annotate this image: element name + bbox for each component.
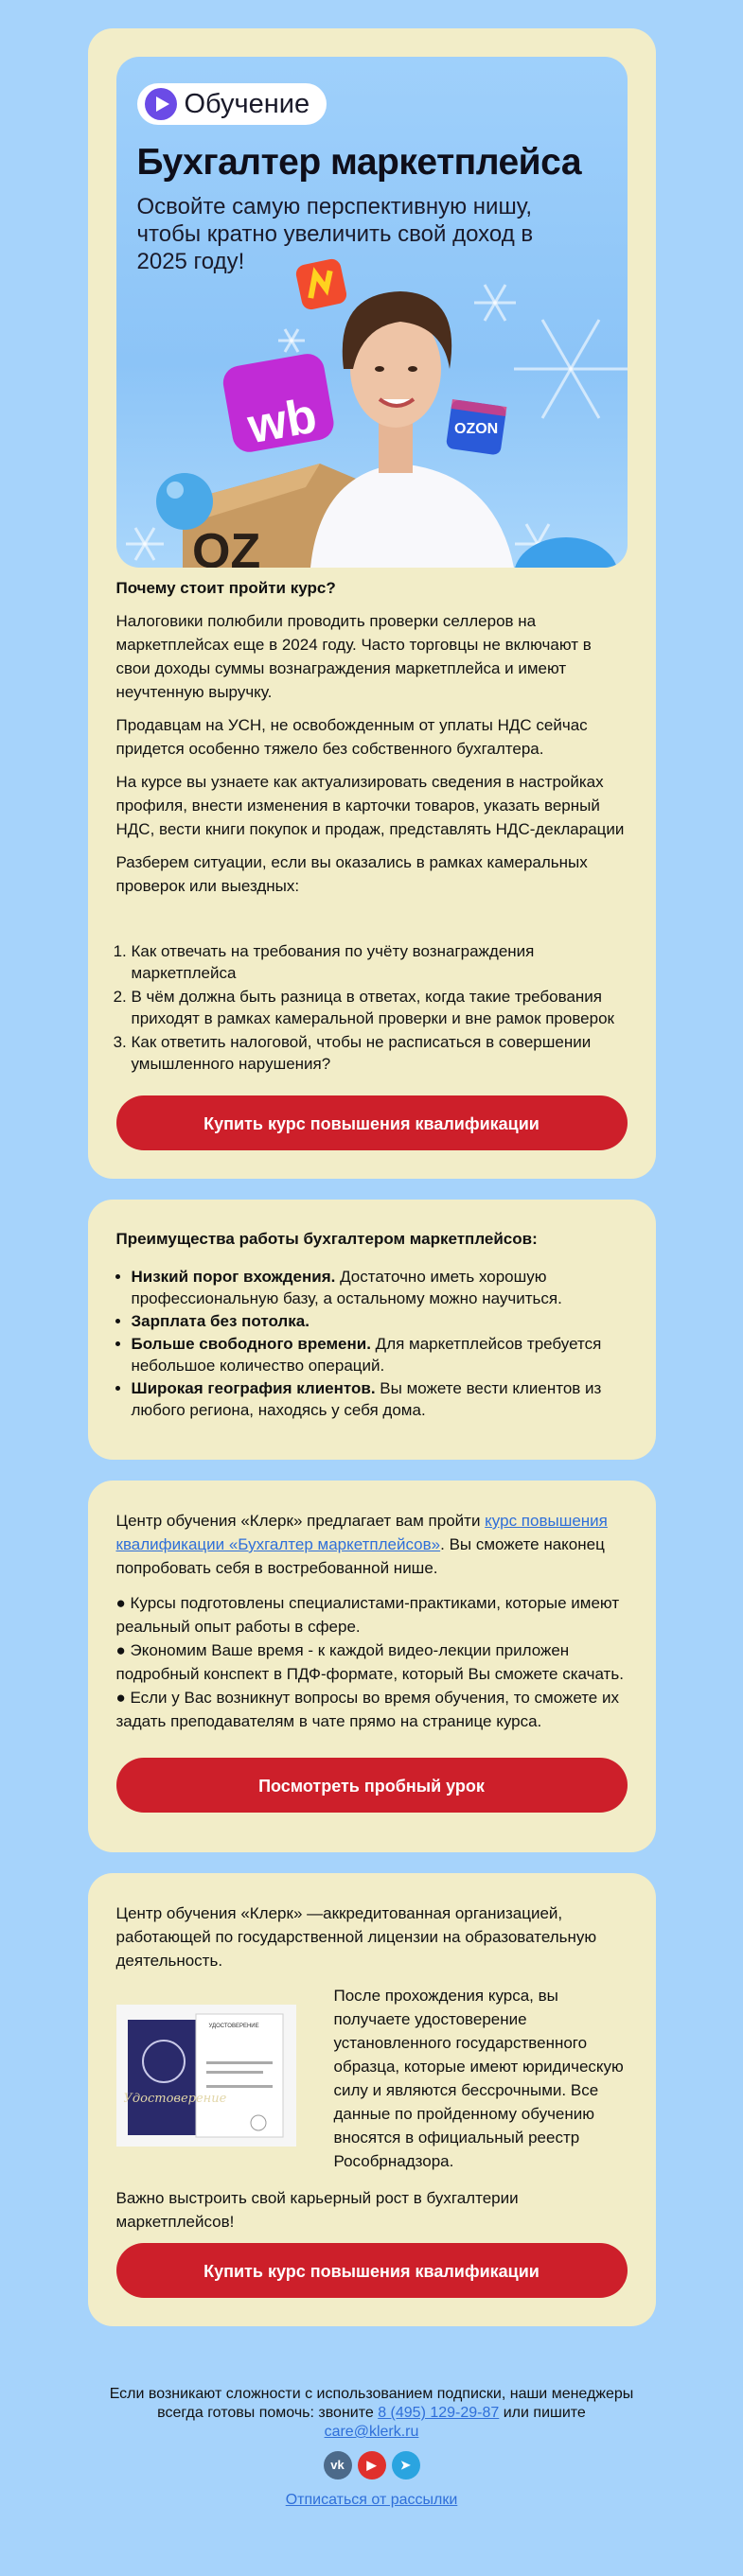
telegram-icon[interactable]: ➤	[392, 2451, 420, 2480]
benefits-heading: Преимущества работы бухгалтером маркетплейсов:	[115, 1230, 538, 1248]
hero-title: Бухгалтер маркетплейса	[136, 142, 582, 183]
social-links	[88, 2451, 656, 2480]
support-text: Если возникают сложности с использованием подписки, наши менеджеры всегда готовы помочь: звоните 8 (495) 129-29-87 или пишите	[109, 2386, 634, 2421]
bullet-text: ● Если у Вас возникнут вопросы во время обучения, то сможете их задать преподавателям в чате прямо на странице курса.	[115, 1689, 619, 1730]
bullet-text: ● Курсы подготовлены специалистами-практиками, которые имеют реальный опыт работы в сфере.	[115, 1594, 620, 1636]
topics-list	[116, 940, 628, 1075]
paragraph: На курсе вы узнаете как актуализировать сведения в настройках профиля, внести изменения в карточки товаров, указать верный НДС, вести книги покупок и продаж, представлять НДС-декларации	[115, 773, 625, 838]
ornament-ball-icon	[156, 473, 213, 530]
bullet-text: ● Экономим Ваше время - к каждой видео-лекции приложен подробный конспект в ПДФ-формате, который Вы сможете скачать.	[115, 1641, 624, 1683]
benefits-list	[116, 1266, 628, 1421]
list-item: 1. Как отвечать на требования по учёту вознаграждения маркетплейса	[132, 940, 628, 984]
ozon-label: OZON	[453, 421, 498, 437]
paragraph: Налоговики полюбили проводить проверки селлеров на маркетплейсах еще в 2024 году. Часто торговцы не включают в свои доходы суммы вознаграждения маркетплейса и имеют неучтенную выручку.	[115, 612, 592, 701]
hero-illustration	[116, 57, 628, 568]
cert-heading: УДОСТОВЕРЕНИЕ	[208, 2024, 259, 2029]
hero-banner	[116, 57, 628, 568]
list-item: • Широкая география клиентов. Вы можете вести клиентов из любого региона, находясь у себя дома.	[132, 1377, 628, 1421]
accreditation-card	[88, 1873, 656, 2326]
list-item: 2. В чём должна быть разница в ответах, когда такие требования приходят в рамках камеральной проверки и вне рамок проверок	[132, 986, 628, 1029]
unsubscribe-link[interactable]: Отписаться от рассылки	[285, 2492, 458, 2508]
brand-pill	[137, 83, 327, 125]
footer	[88, 2347, 656, 2510]
play-logo-icon	[145, 88, 177, 120]
buy-course-button-bottom[interactable]: Купить курс повышения квалификации	[116, 2243, 628, 2298]
course-link[interactable]: курс повышения квалификации «Бухгалтер маркетплейсов»	[115, 1512, 608, 1553]
paragraph: Продавцам на УСН, не освобожденным от уплаты НДС сейчас придется особенно тяжело без собственного бухгалтера.	[115, 716, 588, 758]
intro-card	[88, 28, 656, 1179]
list-item: • Зарплата без потолка.	[132, 1310, 628, 1332]
offer-card	[88, 1481, 656, 1852]
list-item: 3. Как ответить налоговой, чтобы не расписаться в совершении умышленного нарушения?	[132, 1031, 628, 1075]
certificate-row	[116, 1984, 628, 2173]
accreditation-intro: Центр обучения «Клерк» —аккредитованная организацией, работающей по государственной лицензии на образовательную деятельность.	[115, 1904, 597, 1970]
career-text: Важно выстроить свой карьерный рост в бухгалтерии маркетплейсов!	[115, 2189, 519, 2231]
email-link[interactable]: care@klerk.ru	[324, 2424, 419, 2440]
youtube-icon[interactable]: ▶	[358, 2451, 386, 2480]
list-item: • Больше свободного времени. Для маркетплейсов требуется небольшое количество операций.	[132, 1333, 628, 1376]
buy-course-button[interactable]: Купить курс повышения квалификации	[116, 1095, 628, 1150]
hero-subtitle: Освойте самую перспективную нишу, чтобы кратно увеличить свой доход в 2025 году!	[136, 194, 534, 274]
box-print: OZ	[191, 524, 260, 568]
offer-intro: Центр обучения «Клерк» предлагает вам пройти курс повышения квалификации «Бухгалтер маркетплейсов». Вы сможете наконец попробовать себя в востребованной нише.	[115, 1512, 608, 1577]
paragraph: Разберем ситуации, если вы оказались в рамках камеральных проверок или выездных:	[115, 853, 588, 895]
brand-label: Обучение	[184, 88, 310, 119]
certificate-text: После прохождения курса, вы получаете удостоверение установленного государственного образца, которые имеют юридическую силу и являются бессрочными. Все данные по пройденному обучению вносятся в официальный реестр Рособрнадзора.	[333, 1987, 624, 2170]
trial-lesson-button[interactable]: Посмотреть пробный урок	[116, 1758, 628, 1813]
email-wrapper	[88, 0, 656, 2510]
ornament-ball-icon-2	[514, 537, 618, 568]
vk-icon[interactable]: vk	[324, 2451, 352, 2480]
benefits-card	[88, 1200, 656, 1460]
cert-cover-label: Удостоверение	[123, 2092, 227, 2106]
phone-link[interactable]: 8 (495) 129-29-87	[378, 2405, 500, 2421]
why-heading: Почему стоит пройти курс?	[115, 579, 336, 597]
wb-label: wb	[243, 388, 321, 455]
certificate-image	[116, 2005, 296, 2147]
list-item: • Низкий порог вхождения. Достаточно иметь хорошую профессиональную базу, а остальному можно научиться.	[132, 1266, 628, 1309]
